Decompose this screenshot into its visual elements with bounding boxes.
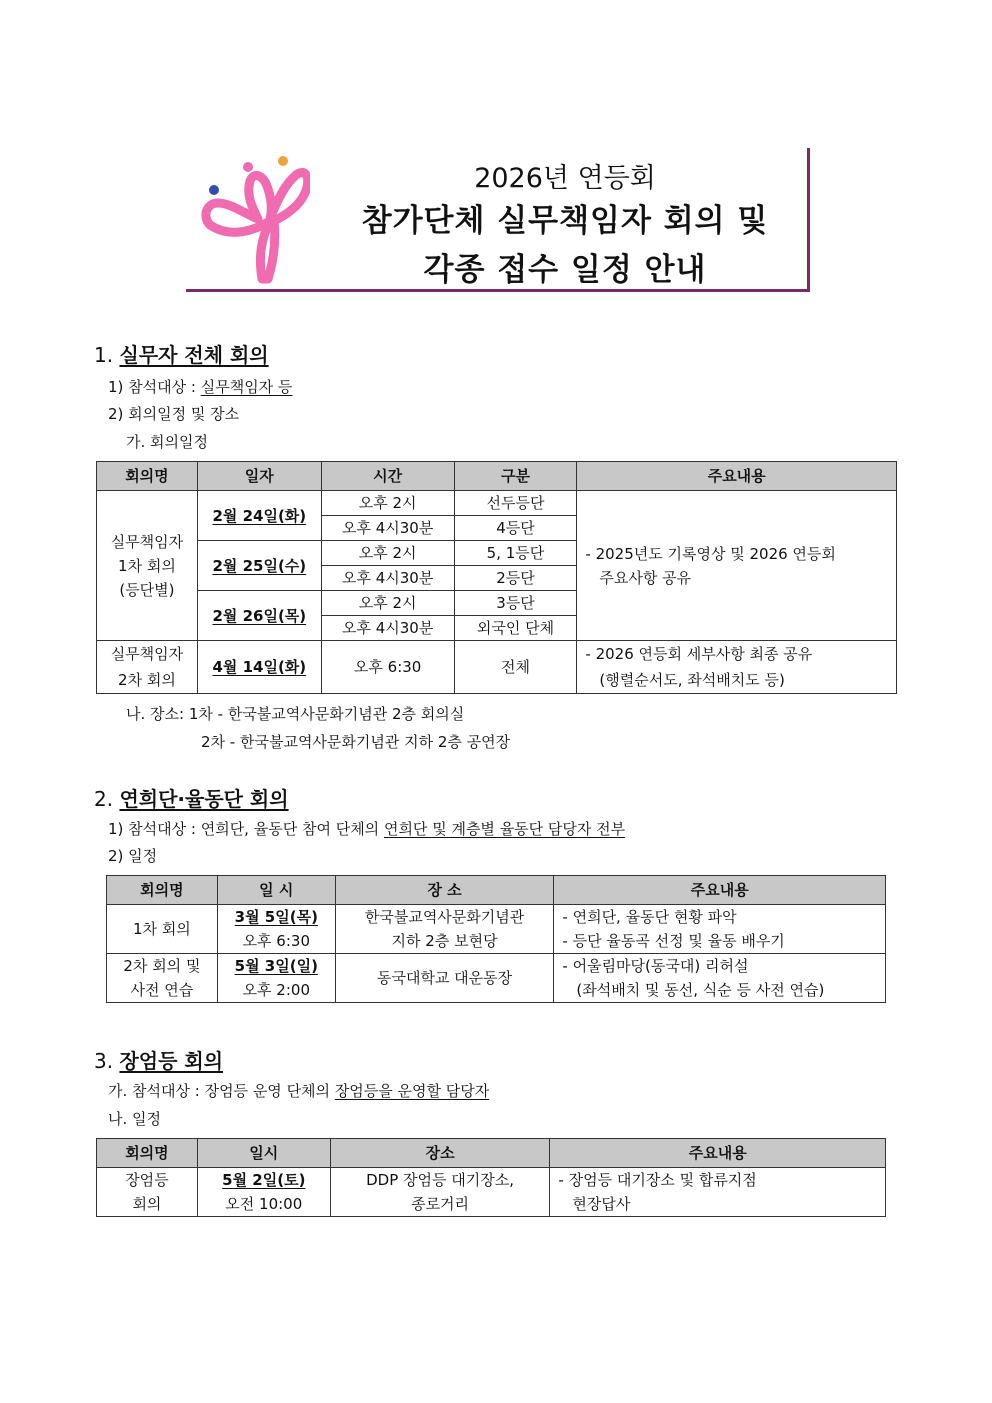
meeting1-name: 실무책임자 1차 회의 (등단별) [97, 491, 198, 641]
meeting2-time: 오후 6:30 [321, 641, 454, 694]
meeting2-name: 실무책임자 2차 회의 [97, 641, 198, 694]
table-row [97, 491, 897, 516]
meeting-datetime: 5월 3일(일) 오후 2:00 [217, 954, 335, 1003]
section1-attendees: 1) 참석대상 : 실무책임자 등 [108, 378, 293, 396]
section2-attendees: 1) 참석대상 : 연희단, 율동단 참여 단체의 연희단 및 계층별 율동단 담당자 전부 [108, 820, 626, 838]
meeting-content: - 장엄등 대기장소 및 합류지점 현장답사 [550, 1168, 886, 1217]
section2-number: 2. [94, 787, 114, 811]
table-header: 일 시 [217, 876, 335, 905]
table-header: 회의명 [97, 1139, 198, 1168]
meeting-group: 선두등단 [454, 491, 577, 516]
table-header: 주요내용 [577, 462, 897, 491]
meeting-content: - 어울림마당(동국대) 리허설 (좌석배치 및 동선, 식순 등 사전 연습) [554, 954, 886, 1003]
meeting-datetime: 5월 2일(토) 오전 10:00 [197, 1168, 330, 1217]
section1-heading [94, 339, 269, 368]
meeting-name: 장엄등 회의 [97, 1168, 198, 1217]
section3-number: 3. [94, 1049, 114, 1073]
meeting-group: 3등단 [454, 591, 577, 616]
lotus-logo-icon [200, 155, 310, 285]
table-header: 구분 [454, 462, 577, 491]
table-header: 주요내용 [554, 876, 886, 905]
meeting-group: 2등단 [454, 566, 577, 591]
table-row [97, 641, 897, 694]
table-header: 일시 [197, 1139, 330, 1168]
meeting-place: DDP 장엄등 대기장소, 종로거리 [330, 1168, 550, 1217]
section2-heading [94, 783, 289, 812]
section1-schedule-sublabel: 가. 회의일정 [126, 433, 208, 451]
table-header: 주요내용 [550, 1139, 886, 1168]
page-subtitle: 각종 접수 일정 안내 [423, 252, 707, 288]
meeting-group: 4등단 [454, 516, 577, 541]
table-row [107, 954, 886, 1003]
meeting-time: 오후 4시30분 [321, 616, 454, 641]
section3-attendees: 가. 참석대상 : 장엄등 운영 단체의 장엄등을 운영할 담당자 [108, 1082, 490, 1100]
meeting-date: 2월 25일(수) [197, 541, 321, 591]
section1-attendees-value: 실무책임자 등 [200, 378, 293, 396]
meeting-name: 2차 회의 및 사전 연습 [107, 954, 218, 1003]
meeting-name: 1차 회의 [107, 905, 218, 954]
meeting-group: 외국인 단체 [454, 616, 577, 641]
table-header-row [97, 1139, 886, 1168]
table-header: 시간 [321, 462, 454, 491]
meeting-time: 오후 4시30분 [321, 516, 454, 541]
meeting-place: 동국대학교 대운동장 [335, 954, 554, 1003]
section1-place-2: 2차 - 한국불교역사문화기념관 지하 2층 공연장 [201, 733, 511, 751]
meeting-time: 오후 2시 [321, 491, 454, 516]
title-frame-bottom-border [186, 289, 810, 292]
section2-title: 연희단·율동단 회의 [119, 787, 289, 811]
meeting-time: 오후 2시 [321, 541, 454, 566]
section3-title: 장엄등 회의 [119, 1049, 224, 1073]
meeting-group: 5, 1등단 [454, 541, 577, 566]
section2-attendees-value: 연희단 및 계층별 율동단 담당자 전부 [383, 820, 626, 838]
meeting-time: 오후 4시30분 [321, 566, 454, 591]
table-header: 회의명 [107, 876, 218, 905]
meeting-time: 오후 2시 [321, 591, 454, 616]
table-header-row [107, 876, 886, 905]
meeting-date: 2월 26일(목) [197, 591, 321, 641]
page-title: 참가단체 실무책임자 회의 및 [361, 203, 769, 239]
table-header: 회의명 [97, 462, 198, 491]
table-row [107, 905, 886, 954]
section1-schedule-label: 2) 회의일정 및 장소 [108, 405, 240, 423]
table-header-row [97, 462, 897, 491]
table-header: 장 소 [335, 876, 554, 905]
meeting1-content: - 2025년도 기록영상 및 2026 연등회 주요사항 공유 [577, 491, 897, 641]
table-header: 일자 [197, 462, 321, 491]
meeting-content: - 연희단, 율동단 현황 파악 - 등단 율동곡 선정 및 율동 배우기 [554, 905, 886, 954]
table-row [97, 1168, 886, 1217]
section3-table [96, 1138, 886, 1217]
section3-attendees-value: 장엄등을 운영할 담당자 [334, 1082, 490, 1100]
section2-schedule-label: 2) 일정 [108, 847, 158, 865]
meeting-place: 한국불교역사문화기념관 지하 2층 보현당 [335, 905, 554, 954]
table-header: 장소 [330, 1139, 550, 1168]
section1-number: 1. [94, 343, 114, 367]
meeting2-date: 4월 14일(화) [197, 641, 321, 694]
section1-table [96, 461, 897, 694]
section3-heading [94, 1045, 223, 1074]
title-year: 2026년 연등회 [474, 163, 656, 194]
section3-schedule-label: 나. 일정 [108, 1110, 162, 1128]
section1-place-1: 나. 장소: 1차 - 한국불교역사문화기념관 2층 회의실 [126, 705, 465, 723]
meeting2-group: 전체 [454, 641, 577, 694]
section1-title: 실무자 전체 회의 [119, 343, 269, 367]
meeting-date: 2월 24일(화) [197, 491, 321, 541]
meeting-datetime: 3월 5일(목) 오후 6:30 [217, 905, 335, 954]
section2-table [106, 875, 886, 1003]
meeting2-content: - 2026 연등회 세부사항 최종 공유 (행렬순서도, 좌석배치도 등) [577, 641, 897, 694]
